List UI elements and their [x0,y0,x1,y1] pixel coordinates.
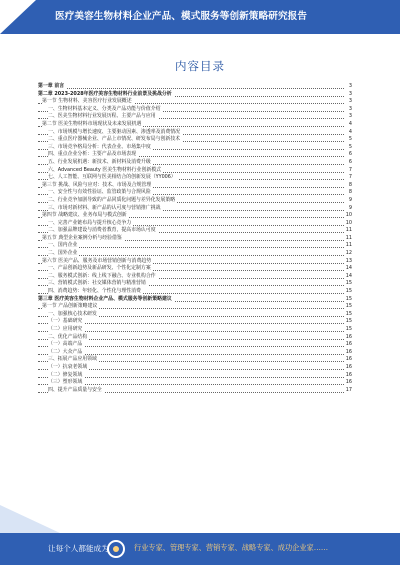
toc-entry-page: 15 [345,295,352,302]
toc-entry-label: 第三章 医疗美容生物材料企业产品、模式服务等创新策略建议 [38,295,172,302]
toc-entry[interactable] [38,121,352,129]
toc-entry-label: 三、市场对新材料、新产品的认可度与营销推广挑战 [48,204,161,211]
toc-entry-page: 15 [345,310,352,317]
toc-leader-dots [38,255,344,256]
toc-entry-label: 六、Advanced Beauty 医美生物材料行业创新模式 [48,166,162,173]
toc-entry-page: 13 [345,257,352,264]
toc-entry[interactable] [38,189,352,197]
toc-entry-page: 11 [345,227,352,234]
toc-entry-page: 4 [348,128,352,135]
toc-entry-label: （三）塑形领域 [48,379,83,386]
toc-entry-label: 一、加强核心技术研发 [48,310,97,317]
toc-entry-label: 第一节 生物材料、美容医疗行业发展概述 [42,98,132,105]
footer-banner [0,533,400,565]
toc-entry-label: 第二章 2023-2028年医疗美容生物材料行业前景及挑战分析 [38,90,172,97]
toc-entry[interactable] [38,235,352,243]
toc-entry-page: 4 [348,120,352,127]
toc-entry[interactable] [38,288,352,296]
footer-roles: 行业专家、管理专家、营销专家、战略专家、成功企业家…… [134,543,329,552]
toc-entry-label: 二、医美生物材料行业发展历程、主要产品与应用 [48,113,156,120]
toc-entry-label: 第一章 前言 [38,83,65,89]
toc-entry[interactable] [38,197,352,205]
toc-entry-page: 7 [348,166,352,173]
toc-entry[interactable] [38,372,352,380]
toc-entry-label: （二）修复领域 [48,371,83,378]
toc-entry-page: 16 [345,363,352,370]
toc-entry-label: 一、国内企业 [48,242,78,249]
toc-entry-label: 三、营销模式创新：社交媒体营销与精准营销 [48,280,146,287]
toc-entry-page: 15 [345,303,352,310]
toc-entry-label: 四、提升产品质量与安全 [48,386,102,393]
toc-entry-label: 五、行业发展机遇：新技术、新材料及消费升级 [48,158,151,165]
report-title: 医疗美容生物材料企业产品、模式服务等创新策略研究报告 [55,11,308,22]
toc-entry[interactable] [38,341,352,349]
toc-entry-page: 15 [345,280,352,287]
toc-entry-page: 8 [348,181,352,188]
toc-entry-page: 3 [348,98,352,105]
table-of-contents [38,83,352,394]
toc-entry-label: 三、拓展产品应用领域 [48,356,97,363]
toc-entry[interactable] [38,159,352,167]
toc-entry[interactable] [38,379,352,387]
toc-entry[interactable] [38,227,352,235]
toc-entry[interactable] [38,212,352,220]
toc-entry-page: 8 [348,189,352,196]
toc-entry-page: 9 [348,204,352,211]
toc-entry-label: 一、市场规模与增长速度、主要驱动因素、渗透率及消费情况 [48,128,181,135]
toc-entry[interactable] [38,280,352,288]
toc-entry-label: 第一节 产品创新策略建议 [42,303,98,310]
toc-entry-page: 12 [345,250,352,257]
header-banner [0,0,400,34]
toc-entry-label: 第三节 挑战、风险与应对：技术、市场及合规管理 [42,181,152,188]
toc-entry-label: 第二节 医美生物材料市场现状及未来发展机遇 [42,120,142,127]
toc-heading: 内容目录 [175,59,225,73]
toc-entry[interactable] [38,387,352,395]
toc-entry-page: 9 [348,196,352,203]
toc-entry-label: 二、加强品牌建设与消费者教育，提高市场认可度 [48,227,156,234]
toc-entry-page: 15 [345,318,352,325]
toc-entry-label: 一、完善产业链布局与提升核心竞争力 [48,219,132,226]
toc-entry-page: 5 [348,136,352,143]
toc-entry-label: 二、重点医疗器械企业、产品上市情况、研发布局与创新技术 [48,136,181,143]
toc-entry-page: 15 [345,288,352,295]
toc-entry[interactable] [38,151,352,159]
footer-ring-icon [107,540,125,558]
header-decoration [0,0,36,34]
toc-entry[interactable] [38,167,352,175]
toc-entry-label: （一）高端产品 [48,341,83,348]
toc-entry-page: 11 [345,242,352,249]
toc-entry-label: 一、产品创新趋势及新品研发、个性化定制方案 [48,265,151,272]
toc-entry-page: 11 [345,234,352,241]
toc-entry[interactable] [38,205,352,213]
toc-entry-page: 3 [348,113,352,120]
toc-entry[interactable] [38,303,352,311]
toc-entry-page: 5 [348,143,352,150]
toc-leader-dots [38,88,344,89]
toc-entry[interactable] [38,318,352,326]
toc-entry[interactable] [38,242,352,250]
toc-entry-label: 二、服务模式创新：线上线下融合、专业机构合作 [48,272,156,279]
footer-slogan: 让每个人都能成为 [48,544,109,553]
toc-entry-page: 16 [345,379,352,386]
toc-entry[interactable] [38,364,352,372]
toc-entry-page: 7 [348,174,352,181]
toc-entry-page: 14 [345,265,352,272]
toc-entry-page: 10 [345,219,352,226]
toc-entry-page: 16 [345,341,352,348]
toc-entry[interactable] [38,311,352,319]
toc-entry[interactable] [38,356,352,364]
toc-entry[interactable] [38,83,352,91]
toc-entry-page: 6 [348,158,352,165]
toc-entry-page: 14 [345,272,352,279]
toc-entry-label: 七、人工智能、互联网与医美相结合的创新发展（YY006） [48,174,176,181]
toc-entry-label: 一、安全性与有效性验证、监管政策与合规风险 [48,189,151,196]
toc-entry-label: 一、生物材料基本定义、分类及产品功能与价值介绍 [48,105,161,112]
toc-entry[interactable] [38,113,352,121]
toc-entry[interactable] [38,174,352,182]
toc-entry[interactable] [38,98,352,106]
toc-entry-label: 第五节 典型企业案例分析与经验借鉴 [42,234,122,241]
toc-entry-label: 第六节 医美产品、服务及市场营销创新与消费趋势 [42,257,152,264]
toc-entry-page: 16 [345,348,352,355]
corner-decoration [0,505,60,533]
toc-entry-page: 16 [345,371,352,378]
toc-entry[interactable] [38,265,352,273]
toc-entry[interactable] [38,326,352,334]
toc-entry-label: （一）基础研究 [48,318,83,325]
toc-entry-label: 四、重点企业分析：主要产品及市场表现 [48,151,137,158]
toc-entry-label: （一）抗衰老领域 [48,363,88,370]
toc-entry-label: 四、消费趋势：年轻化、个性化与理性消费 [48,288,141,295]
toc-entry[interactable] [38,334,352,342]
toc-leader-dots [38,247,344,248]
toc-entry-page: 10 [345,212,352,219]
toc-entry-page: 3 [348,90,352,97]
toc-entry-label: 第四节 战略建议、业务布局与模式创新 [42,212,127,219]
toc-entry-label: （二）大众产品 [48,348,83,355]
toc-entry-label: 二、优化产品结构 [48,333,88,340]
toc-entry-page: 3 [348,105,352,112]
toc-entry-page: 16 [345,333,352,340]
toc-entry-label: 三、市场竞争格局分析：代表企业、市场集中度 [48,143,151,150]
toc-entry-page: 16 [345,356,352,363]
toc-entry-label: 二、行业竞争加剧导致的产品同质化问题与差异化发展策略 [48,196,176,203]
toc-entry-page: 3 [348,83,352,89]
toc-entry-page: 17 [345,386,352,393]
toc-entry-label: 二、国外企业 [48,250,78,257]
toc-entry[interactable] [38,136,352,144]
toc-entry-page: 15 [345,326,352,332]
toc-entry[interactable] [38,250,352,258]
toc-entry-page: 6 [348,151,352,158]
toc-entry-label: （二）应用研究 [48,326,83,332]
